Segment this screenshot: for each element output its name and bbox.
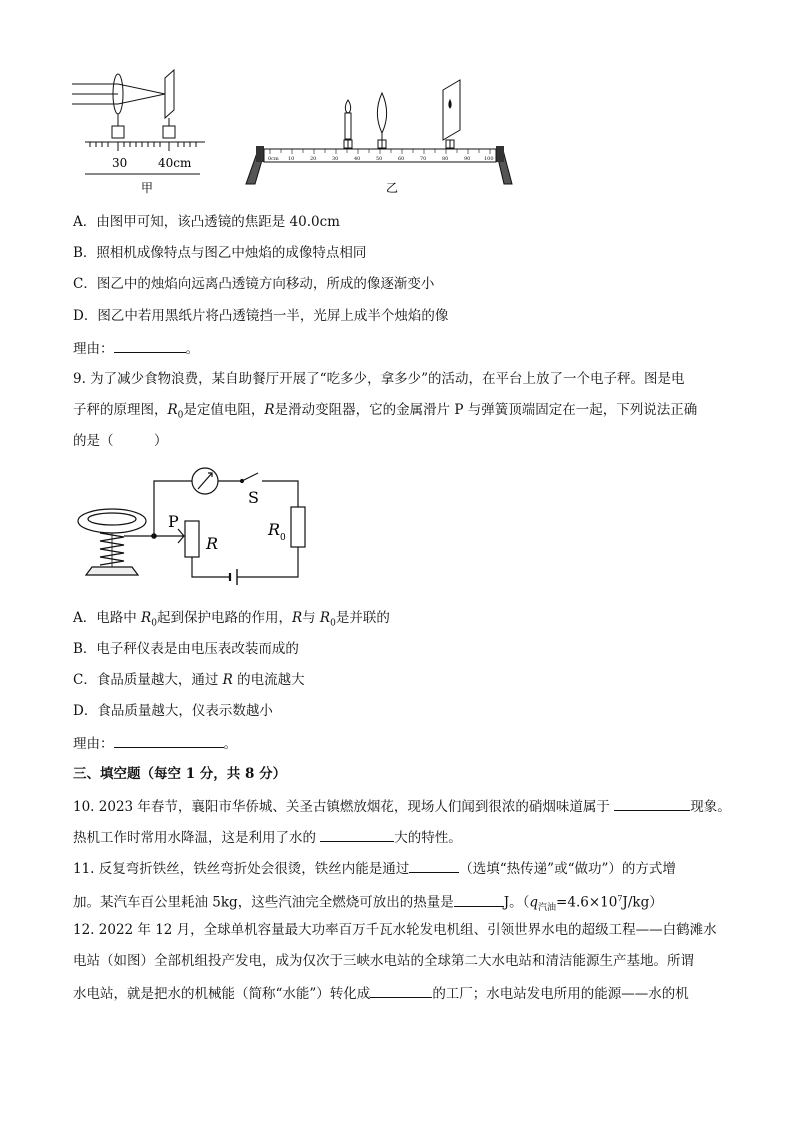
yi-label-10: 10	[288, 156, 295, 162]
circuit-label-p: P	[168, 512, 179, 531]
yi-label-30: 30	[332, 156, 339, 162]
yi-label-40: 40	[354, 156, 361, 162]
yi-label-0: 0cm	[268, 156, 279, 162]
lens-icon	[378, 93, 387, 133]
q8-option-c: C．图乙中的烛焰向远离凸透镜方向移动，所成的像逐渐变小	[73, 276, 435, 292]
q12-line2: 电站（如图）全部机组投产发电，成为仅次于三峡水电站的全球第二大水电站和清洁能源生产基地。所谓	[73, 953, 694, 969]
screen-icon	[443, 80, 460, 140]
yi-label-100: 100	[484, 156, 494, 162]
jia-tick-40: 40cm	[158, 156, 192, 170]
q11-line2: 加。某汽车百公里耗油 5kg，这些汽油完全燃烧可放出的热量是 J。$(q_{汽油}=4.6\times 10^7J/kg)$	[73, 889, 663, 918]
yi-label-90: 90	[464, 156, 471, 162]
q9-reason: 理由： 。	[73, 733, 237, 754]
figure-electronic-scale-circuit	[72, 463, 312, 595]
yi-label-80: 80	[442, 156, 449, 162]
q9-stem-line2: 子秤的原理图，$R_0$是定值电阻，R是滑动变阻器，它的金属滑片 P 与弹簧顶端固定在一起，下列说法正确	[73, 402, 698, 421]
jia-tick-30: 30	[112, 156, 128, 170]
section-3-title: 三、填空题（每空 1 分，共 8 分）	[73, 766, 287, 782]
q8-option-a: A．由图甲可知，该凸透镜的焦距是 40.0cm	[73, 214, 340, 230]
q9-stem-line1: 9. 为了减少食物浪费，某自助餐厅开展了“吃多少，拿多少”的活动，在平台上放了一个电子秤。图是电	[73, 371, 685, 387]
q11-line1: 11. 反复弯折铁丝，铁丝弯折处会很烫，铁丝内能是通过 （选填“热传递”或“做功”）的方式增	[73, 858, 676, 879]
rheostat-r-icon	[185, 521, 199, 557]
q10-blank-1[interactable]	[614, 796, 690, 811]
q11-blank-1[interactable]	[409, 858, 459, 873]
q10-blank-2[interactable]	[320, 827, 394, 842]
q8-option-b: B．照相机成像特点与图乙中烛焰的成像特点相同	[73, 245, 367, 261]
figure-yi-optical-bench	[238, 78, 523, 196]
candle-icon	[345, 113, 351, 139]
q9-option-a: A．电路中 $R_0$起到保护电路的作用，R与 $R_0$是并联的	[73, 610, 390, 629]
q9-stem-line3: 的是（ ）	[73, 433, 168, 449]
circuit-label-s: S	[248, 488, 259, 507]
yi-caption: 乙	[386, 181, 399, 195]
jia-caption: 甲	[141, 181, 154, 195]
q8-option-d: D．图乙中若用黑纸片将凸透镜挡一半，光屏上成半个烛焰的像	[73, 308, 449, 324]
q12-line3: 水电站，就是把水的机械能（简称“水能”）转化成 的工厂；水电站发电所用的能源——水的机	[73, 983, 689, 1004]
yi-label-50: 50	[376, 156, 383, 162]
circuit-label-r0: R	[268, 520, 281, 539]
q10-line1: 10. 2023 年春节，襄阳市华侨城、关圣古镇燃放烟花，现场人们闻到很浓的硝烟味道属于 现象。	[73, 796, 731, 817]
q11-blank-2[interactable]	[454, 892, 504, 907]
circuit-label-r: R	[206, 534, 219, 553]
q12-blank-1[interactable]	[370, 983, 432, 998]
q9-option-b: B．电子秤仪表是由电压表改装而成的	[73, 641, 299, 657]
circuit-label-r0-sub: 0	[280, 533, 286, 543]
yi-label-60: 60	[398, 156, 405, 162]
q12-line1: 12. 2022 年 12 月，全球单机容量最大功率百万千瓦水轮发电机组、引领世界水电的超级工程——白鹤滩水	[73, 922, 717, 938]
switch-icon	[242, 473, 258, 481]
q10-line2: 热机工作时常用水降温，这是利用了水的 大的特性。	[73, 827, 462, 848]
yi-label-20: 20	[310, 156, 317, 162]
q8-reason: 理由： 。	[73, 338, 199, 359]
q9-reason-blank[interactable]	[114, 733, 224, 748]
q9-option-d: D．食品质量越大，仪表示数越小	[73, 703, 273, 719]
figure-jia-lens-focus	[70, 66, 205, 196]
resistor-r0-icon	[291, 507, 305, 547]
q9-option-c: C．食品质量越大，通过 R 的电流越大	[73, 672, 305, 688]
yi-label-70: 70	[420, 156, 427, 162]
q8-reason-blank[interactable]	[114, 338, 186, 353]
